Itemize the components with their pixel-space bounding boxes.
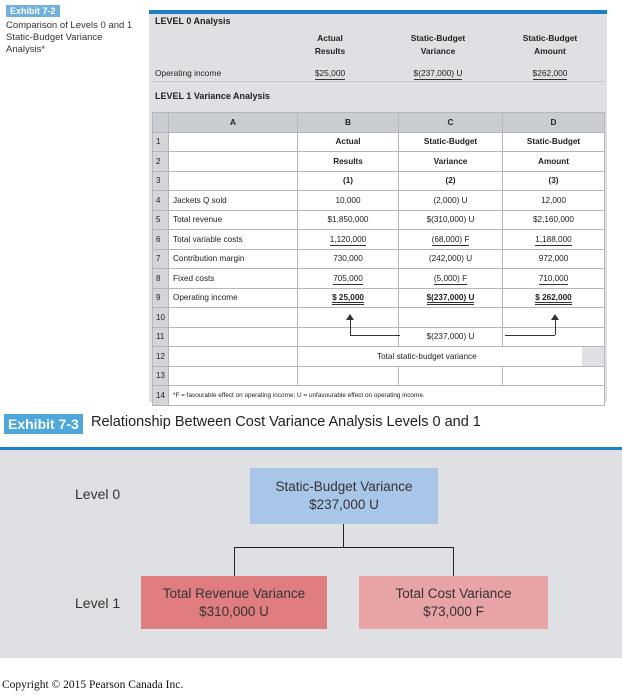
value-cell-c: $(237,000) U <box>399 288 503 308</box>
column-header-b: B <box>298 113 399 133</box>
value-cell-c <box>399 366 503 386</box>
table-row <box>153 249 605 269</box>
value-cell-d: (3) <box>503 171 605 191</box>
value-cell-d: 710,000 <box>503 269 605 289</box>
level0-col-amount-line1: Static-Budget <box>522 33 578 43</box>
level0-row-label: Operating income <box>155 68 222 78</box>
value-cell-c: (242,000) U <box>399 249 503 269</box>
value-cell-b: (1) <box>298 171 399 191</box>
value-cell-d: Amount <box>503 152 605 172</box>
level0-amount-value: $262,000 <box>532 68 568 78</box>
tree-stem <box>343 524 344 548</box>
exhibit-7-3-tag: Exhibit 7-3 <box>4 414 83 434</box>
total-revenue-variance-amount: $310,000 U <box>199 603 269 619</box>
row-number: 9 <box>153 288 169 308</box>
value-cell-d: 12,000 <box>503 191 605 211</box>
table-row <box>153 366 605 386</box>
row-label-cell: Total variable costs <box>169 230 298 250</box>
value-cell-b <box>298 327 399 347</box>
level0-variance-value: $(237,000) U <box>413 68 463 78</box>
level0-col-variance-line2: Variance <box>420 46 456 56</box>
column-header-a: A <box>169 113 298 133</box>
level0-col-actual-line2: Results <box>314 46 346 56</box>
total-revenue-variance-title: Total Revenue Variance <box>162 585 306 601</box>
level0-col-amount-line2: Amount <box>534 46 566 56</box>
arrow-budget-horizontal <box>505 335 555 336</box>
row-number: 7 <box>153 249 169 269</box>
table-row <box>153 288 605 308</box>
value-cell-d <box>503 327 605 347</box>
spreadsheet-column-header-row <box>153 113 605 133</box>
table-row <box>153 347 605 367</box>
table-row <box>153 269 605 289</box>
level1-spreadsheet <box>152 112 605 406</box>
level0-col-variance-line1: Static-Budget <box>410 33 466 43</box>
table-row <box>153 191 605 211</box>
row-number: 11 <box>153 327 169 347</box>
table-row <box>153 230 605 250</box>
level1-title: LEVEL 1 Variance Analysis <box>155 91 271 101</box>
level0-actual-value: $25,000 <box>314 68 346 78</box>
tree-right-leg <box>453 547 454 576</box>
row-label-cell <box>169 366 298 386</box>
value-cell-b: 1,120,000 <box>298 230 399 250</box>
row-number: 14 <box>153 386 169 406</box>
value-cell-b: Results <box>298 152 399 172</box>
row-number: 4 <box>153 191 169 211</box>
row-label-cell <box>169 132 298 152</box>
value-cell-c <box>399 308 503 328</box>
static-budget-variance-box <box>250 468 438 524</box>
value-cell-b: 10,000 <box>298 191 399 211</box>
row-label-cell <box>169 171 298 191</box>
value-cell-b: 705,000 <box>298 269 399 289</box>
level0-col-actual-line1: Actual <box>317 33 343 43</box>
table-row <box>153 132 605 152</box>
table-row <box>153 210 605 230</box>
arrow-actual-head <box>346 314 354 320</box>
value-cell-d: 972,000 <box>503 249 605 269</box>
row-label-cell: Operating income <box>169 288 298 308</box>
row-number: 12 <box>153 347 169 367</box>
value-cell-c: $(310,000) U <box>399 210 503 230</box>
row-number: 8 <box>153 269 169 289</box>
value-cell-b: $1,850,000 <box>298 210 399 230</box>
value-cell-b: $ 25,000 <box>298 288 399 308</box>
row-number: 10 <box>153 308 169 328</box>
row-number: 13 <box>153 366 169 386</box>
tree-branch <box>234 547 454 548</box>
row-label-cell <box>169 327 298 347</box>
value-cell-c: (5,000) F <box>399 269 503 289</box>
value-cell-c: $(237,000) U <box>399 327 503 347</box>
footnote-cell: *F = favourable effect on operating income; U = unfavourable effect on operating income. <box>169 386 605 406</box>
value-cell-b: Actual <box>298 132 399 152</box>
value-cell-d <box>503 366 605 386</box>
tree-left-leg <box>234 547 235 576</box>
row-label-cell: Total revenue <box>169 210 298 230</box>
table-row <box>153 327 605 347</box>
row-number: 2 <box>153 152 169 172</box>
arrow-actual-horizontal <box>350 335 400 336</box>
column-header-c: C <box>399 113 503 133</box>
spreadsheet-body <box>153 132 605 405</box>
arrow-budget-vertical <box>555 318 556 335</box>
row-number: 3 <box>153 171 169 191</box>
copyright-notice: Copyright © 2015 Pearson Canada Inc. <box>2 679 184 691</box>
row-label-cell <box>169 308 298 328</box>
value-cell-d: 1,188,000 <box>503 230 605 250</box>
value-cell-c: Static-Budget <box>399 132 503 152</box>
static-budget-variance-title: Static-Budget Variance <box>275 479 413 494</box>
column-header-d: D <box>503 113 605 133</box>
value-cell-c: Variance <box>399 152 503 172</box>
row-label-cell: Contribution margin <box>169 249 298 269</box>
level0-title: LEVEL 0 Analysis <box>155 16 231 26</box>
value-cell-d: $2,160,000 <box>503 210 605 230</box>
level1-label: Level 1 <box>75 595 121 611</box>
row-number: 1 <box>153 132 169 152</box>
exhibit-7-3-title: Relationship Between Cost Variance Analysis Levels 0 and 1 <box>91 414 481 430</box>
row-number: 5 <box>153 210 169 230</box>
total-cost-variance-amount: $73,000 F <box>423 603 484 619</box>
value-cell-b: 730,000 <box>298 249 399 269</box>
row-label-cell <box>169 347 298 367</box>
exhibit-7-2-tag: Exhibit 7-2 <box>6 5 60 17</box>
table-row <box>153 308 605 328</box>
arrow-budget-head <box>551 314 559 320</box>
arrow-actual-vertical <box>350 318 351 335</box>
value-cell-d: Static-Budget <box>503 132 605 152</box>
total-revenue-variance-box <box>141 576 327 629</box>
level-divider <box>152 81 604 82</box>
value-cell-c: (2,000) U <box>399 191 503 211</box>
static-budget-variance-amount: $237,000 U <box>309 497 379 512</box>
table-row <box>153 386 605 406</box>
value-cell-c: (2) <box>399 171 503 191</box>
table-row <box>153 171 605 191</box>
exhibit-7-2-caption: Comparison of Levels 0 and 1 Static-Budget Variance Analysis* <box>6 20 133 55</box>
total-cost-variance-box <box>359 576 548 629</box>
row-label-cell <box>169 152 298 172</box>
total-cost-variance-title: Total Cost Variance <box>395 585 512 601</box>
value-cell-d: $ 262,000 <box>503 288 605 308</box>
row-label-cell: Fixed costs <box>169 269 298 289</box>
level0-label: Level 0 <box>75 486 121 502</box>
row-label-cell: Jackets Q sold <box>169 191 298 211</box>
table-row <box>153 152 605 172</box>
row-number: 6 <box>153 230 169 250</box>
value-cell-c: Total static-budget variance <box>377 347 583 367</box>
value-cell-b <box>298 366 399 386</box>
value-cell-c: (68,000) F <box>399 230 503 250</box>
